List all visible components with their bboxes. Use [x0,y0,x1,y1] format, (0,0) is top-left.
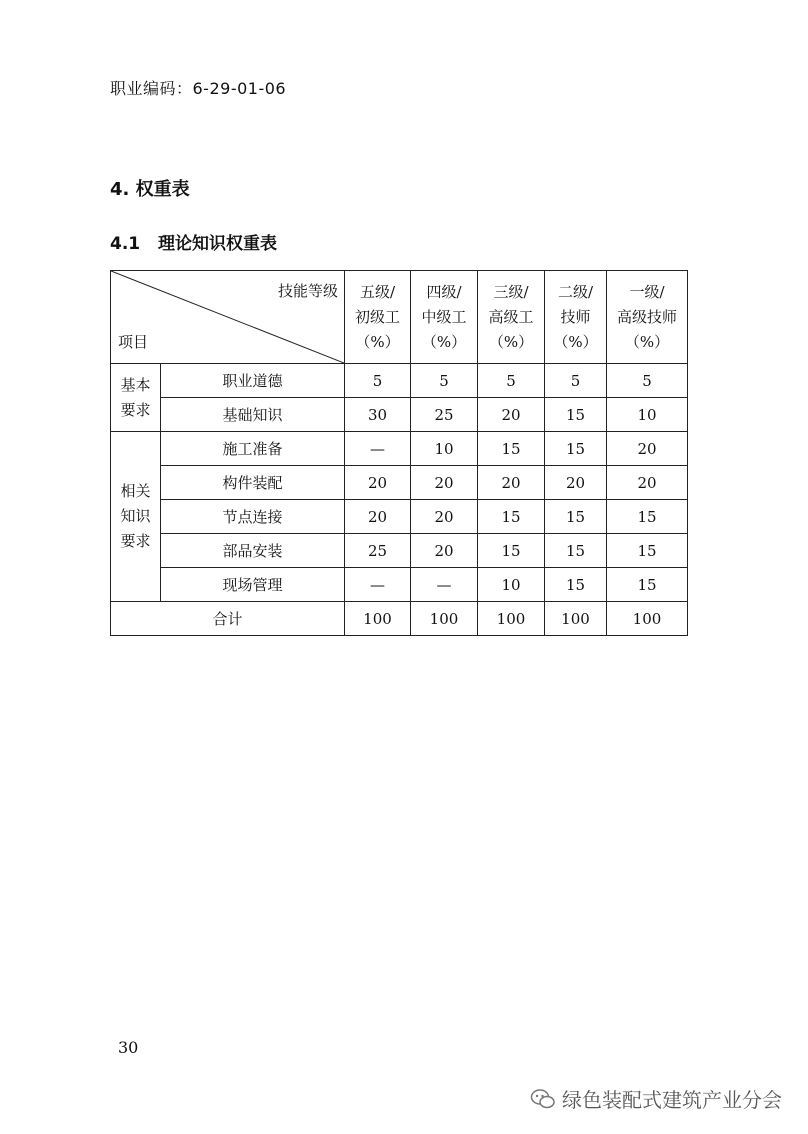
value-cell: 5 [478,364,545,398]
total-row [111,602,688,636]
value-cell: 100 [607,602,688,636]
value-cell: 25 [345,534,411,568]
value-cell: 20 [411,534,478,568]
value-cell: 10 [607,398,688,432]
value-cell: 10 [411,432,478,466]
value-cell: 15 [545,534,607,568]
value-cell: 15 [478,500,545,534]
total-label-cell: 合计 [111,602,345,636]
row-name-cell: 节点连接 [161,500,345,534]
value-cell: 20 [545,466,607,500]
subsection-number: 4.1 [110,234,141,254]
row-name-cell: 现场管理 [161,568,345,602]
column-header-line: （%） [624,332,670,351]
value-cell: 15 [545,398,607,432]
value-cell: 20 [345,500,411,534]
table-row [111,500,688,534]
subsection-heading [110,229,277,254]
value-cell: 10 [478,568,545,602]
corner-item-label: 项目 [118,333,149,351]
value-cell: 100 [345,602,411,636]
column-header-line: 中级工 [421,307,467,326]
column-header-line: 三级/ [493,282,529,301]
row-name-cell: 职业道德 [161,364,345,398]
value-cell: 15 [545,500,607,534]
value-cell: 20 [607,432,688,466]
value-cell: 15 [545,432,607,466]
value-cell: 30 [345,398,411,432]
value-cell: 20 [607,466,688,500]
value-cell: 100 [411,602,478,636]
group-label-line: 要求 [120,400,151,419]
column-header-line: 高级工 [488,307,534,326]
wechat-logo-icon [530,1088,556,1110]
table-row [111,364,688,398]
value-cell: 20 [478,466,545,500]
table-row [111,398,688,432]
column-header-line: 五级/ [359,282,396,301]
header-row [111,271,688,364]
watermark-text: 绿色装配式建筑产业分会 [562,1088,782,1112]
group-label-line: 要求 [120,532,151,550]
value-cell: 15 [607,534,688,568]
value-cell: — [411,568,478,602]
section-number: 4. [110,179,130,200]
column-header-3 [545,271,607,364]
row-name-cell: 构件装配 [161,466,345,500]
corner-header-cell [111,271,345,364]
page-number: 30 [118,1038,139,1057]
value-cell: 25 [411,398,478,432]
group-label-line: 基本 [120,375,151,394]
section-heading [110,175,190,201]
group-label-line: 相关 [120,482,151,500]
watermark [530,1084,782,1113]
row-name-cell: 施工准备 [161,432,345,466]
column-header-line: 二级/ [557,282,594,301]
column-header-line: 四级/ [426,282,462,301]
value-cell: 15 [478,432,545,466]
group-label-line: 知识 [120,507,151,525]
value-cell: 5 [607,364,688,398]
column-header-4 [607,271,688,364]
value-cell: 15 [607,500,688,534]
table-row [111,568,688,602]
column-header-line: 初级工 [354,307,400,326]
value-cell: — [345,568,411,602]
value-cell: 5 [411,364,478,398]
corner-skill-level-label: 技能等级 [277,282,338,300]
value-cell: 5 [345,364,411,398]
occupation-code: 职业编码：6-29-01-06 [110,79,287,98]
table-row [111,466,688,500]
table-row [111,432,688,466]
column-header-1 [411,271,478,364]
value-cell: 20 [411,500,478,534]
group-label-cell [111,432,161,602]
value-cell: 20 [345,466,411,500]
column-header-line: （%） [421,332,467,351]
column-header-line: 技师 [560,307,591,326]
column-header-2 [478,271,545,364]
value-cell: 15 [478,534,545,568]
row-name-cell: 基础知识 [161,398,345,432]
column-header-0 [345,271,411,364]
value-cell: 20 [478,398,545,432]
section-title: 权重表 [135,179,190,200]
column-header-line: （%） [355,332,400,351]
value-cell: 100 [545,602,607,636]
table-row [111,534,688,568]
value-cell: 100 [478,602,545,636]
column-header-line: 一级/ [629,282,665,301]
column-header-line: 高级技师 [616,307,677,326]
column-header-line: （%） [553,332,598,351]
value-cell: 15 [545,568,607,602]
value-cell: 15 [607,568,688,602]
subsection-title: 理论知识权重表 [158,234,277,254]
theory-knowledge-weight-table [110,270,688,636]
value-cell: 20 [411,466,478,500]
group-label-cell [111,364,161,432]
value-cell: 5 [545,364,607,398]
value-cell: — [345,432,411,466]
row-name-cell: 部品安装 [161,534,345,568]
column-header-line: （%） [488,332,534,351]
